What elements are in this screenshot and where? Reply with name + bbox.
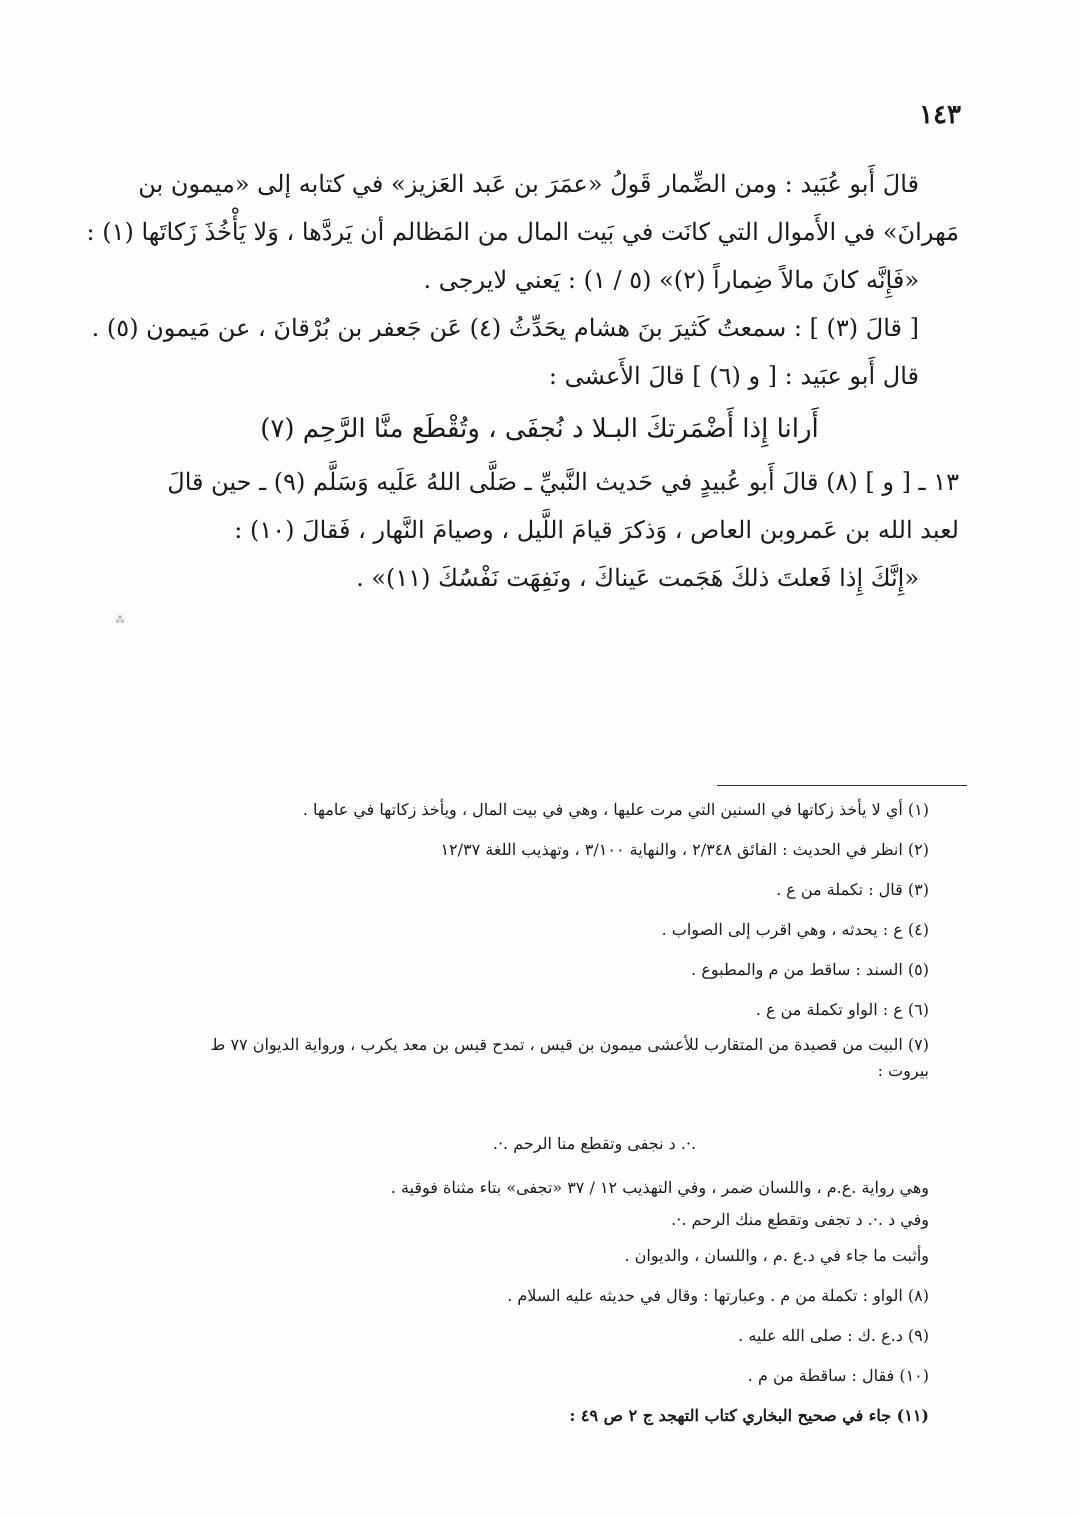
footnote-7-note-a: وهي رواية .ع.م ، واللسان ضمر ، وفي التهذيب ١٢ / ٣٧ «تجفى» بتاء مثناة فوقية .	[390, 1178, 929, 1197]
footnote-1: (١) أي لا يأخذ زكاتها في السنين التي مرت عليها ، وهي في بيت المال ، ويأخذ زكاتها في عامها .	[302, 800, 929, 819]
footnote-9: (٩) د.ع .ك : صلى الله عليه .	[738, 1326, 929, 1345]
footnote-7-note-b: وفي د .·. د تجفى وتقطع منك الرحم .·.	[671, 1210, 929, 1229]
footnotes	[120, 790, 929, 1436]
footnote-divider	[717, 785, 967, 786]
main-line-8: «إِنَّكَ إِذا فَعلتَ ذلكَ هَجَمت عَيناكَ ، ونَفِهَت نَفْسُكَ (١١)» .	[356, 564, 919, 592]
footnote-6: (٦) ع : الواو تكملة من ع .	[755, 1000, 929, 1019]
main-line-3: «فَإِنَّه كانَ مالاً ضِماراً (٢)» (٥ / ١) : يَعني لايرجى .	[423, 266, 919, 294]
main-text	[86, 160, 959, 602]
footnote-2: (٢) انظر في الحديث : الفائق ٢/٣٤٨ ، والنهاية ٣/١٠٠ ، وتهذيب اللغة ١٢/٣٧	[440, 840, 929, 859]
page-number: ١٤٣	[919, 100, 961, 130]
footnote-10: (١٠) فقال : ساقطة من م .	[747, 1366, 929, 1385]
footnote-7: (٧) البيت من قصيدة من المتقارب للأعشى ميمون بن قيس ، تمدح قيس بن معد يكرب ، ورواية الديوان ٧٧ ط	[210, 1035, 929, 1054]
footnote-7-verse: .·. د نجفى وتقطع منا الرحم .·.	[492, 1134, 697, 1153]
footnote-3: (٣) قال : تكملة من ع .	[776, 880, 929, 899]
main-line-7: لعبد الله بن عَمروبن العاص ، وَذكرَ قيامَ اللَّيل ، وصيامَ النَّهار ، فَقالَ (١٠) :	[234, 516, 959, 544]
main-line-2: مَهرانَ» في الأَموال التي كانَت في بَيت المال من المَظالم أن يَردَّها ، وَلا يَأْخُذَ زَكاتَها (١) :	[86, 218, 959, 246]
footnote-7-cont: بيروت :	[877, 1061, 929, 1080]
footnote-4: (٤) ع : يحدثه ، وهي اقرب إلى الصواب .	[661, 920, 929, 939]
footnote-7-note-c: وأثبت ما جاء في د.ع .م ، واللسان ، والديوان .	[624, 1246, 929, 1265]
main-line-6: ١٣ ـ [ و ] (٨) قالَ أَبو عُبيدٍ في حَديث النَّبيِّ ـ صَلَّى اللهُ عَلَيه وَسَلَّم (٩) ـ حين قالَ	[167, 468, 959, 496]
main-line-1: قالَ أَبو عُبَيد : ومن الضِّمار قَولُ «عمَرَ بن عَبد العَزيز» في كتابه إلى «ميمون بن	[138, 170, 919, 198]
footnote-11: (١١) جاء في صحيح البخاري كتاب التهجد ج ٢ ص ٤٩ :	[569, 1406, 929, 1425]
main-line-4: [ قالَ (٣) ] : سمعتُ كَثيرَ بنَ هشام يحَدِّثُ (٤) عَن جَعفر بن بُرْقانَ ، عن مَيمون (٥) .	[91, 314, 919, 342]
poetry-verse: أَرانا إِذا أَضْمَرتكَ البـلا د نُجفَى ، وتُقْطَع منَّا الرَّحِم (٧)	[260, 414, 819, 444]
scan-artifact: ⁂	[115, 615, 125, 626]
footnote-8: (٨) الواو : تكملة من م . وعبارتها : وقال في حديثه عليه السلام .	[507, 1286, 929, 1305]
footnote-5: (٥) السند : ساقط من م والمطبوع .	[691, 960, 929, 979]
main-line-5: قال أَبو عبَيد : [ و (٦) ] قالَ الأَعشى :	[548, 362, 919, 390]
